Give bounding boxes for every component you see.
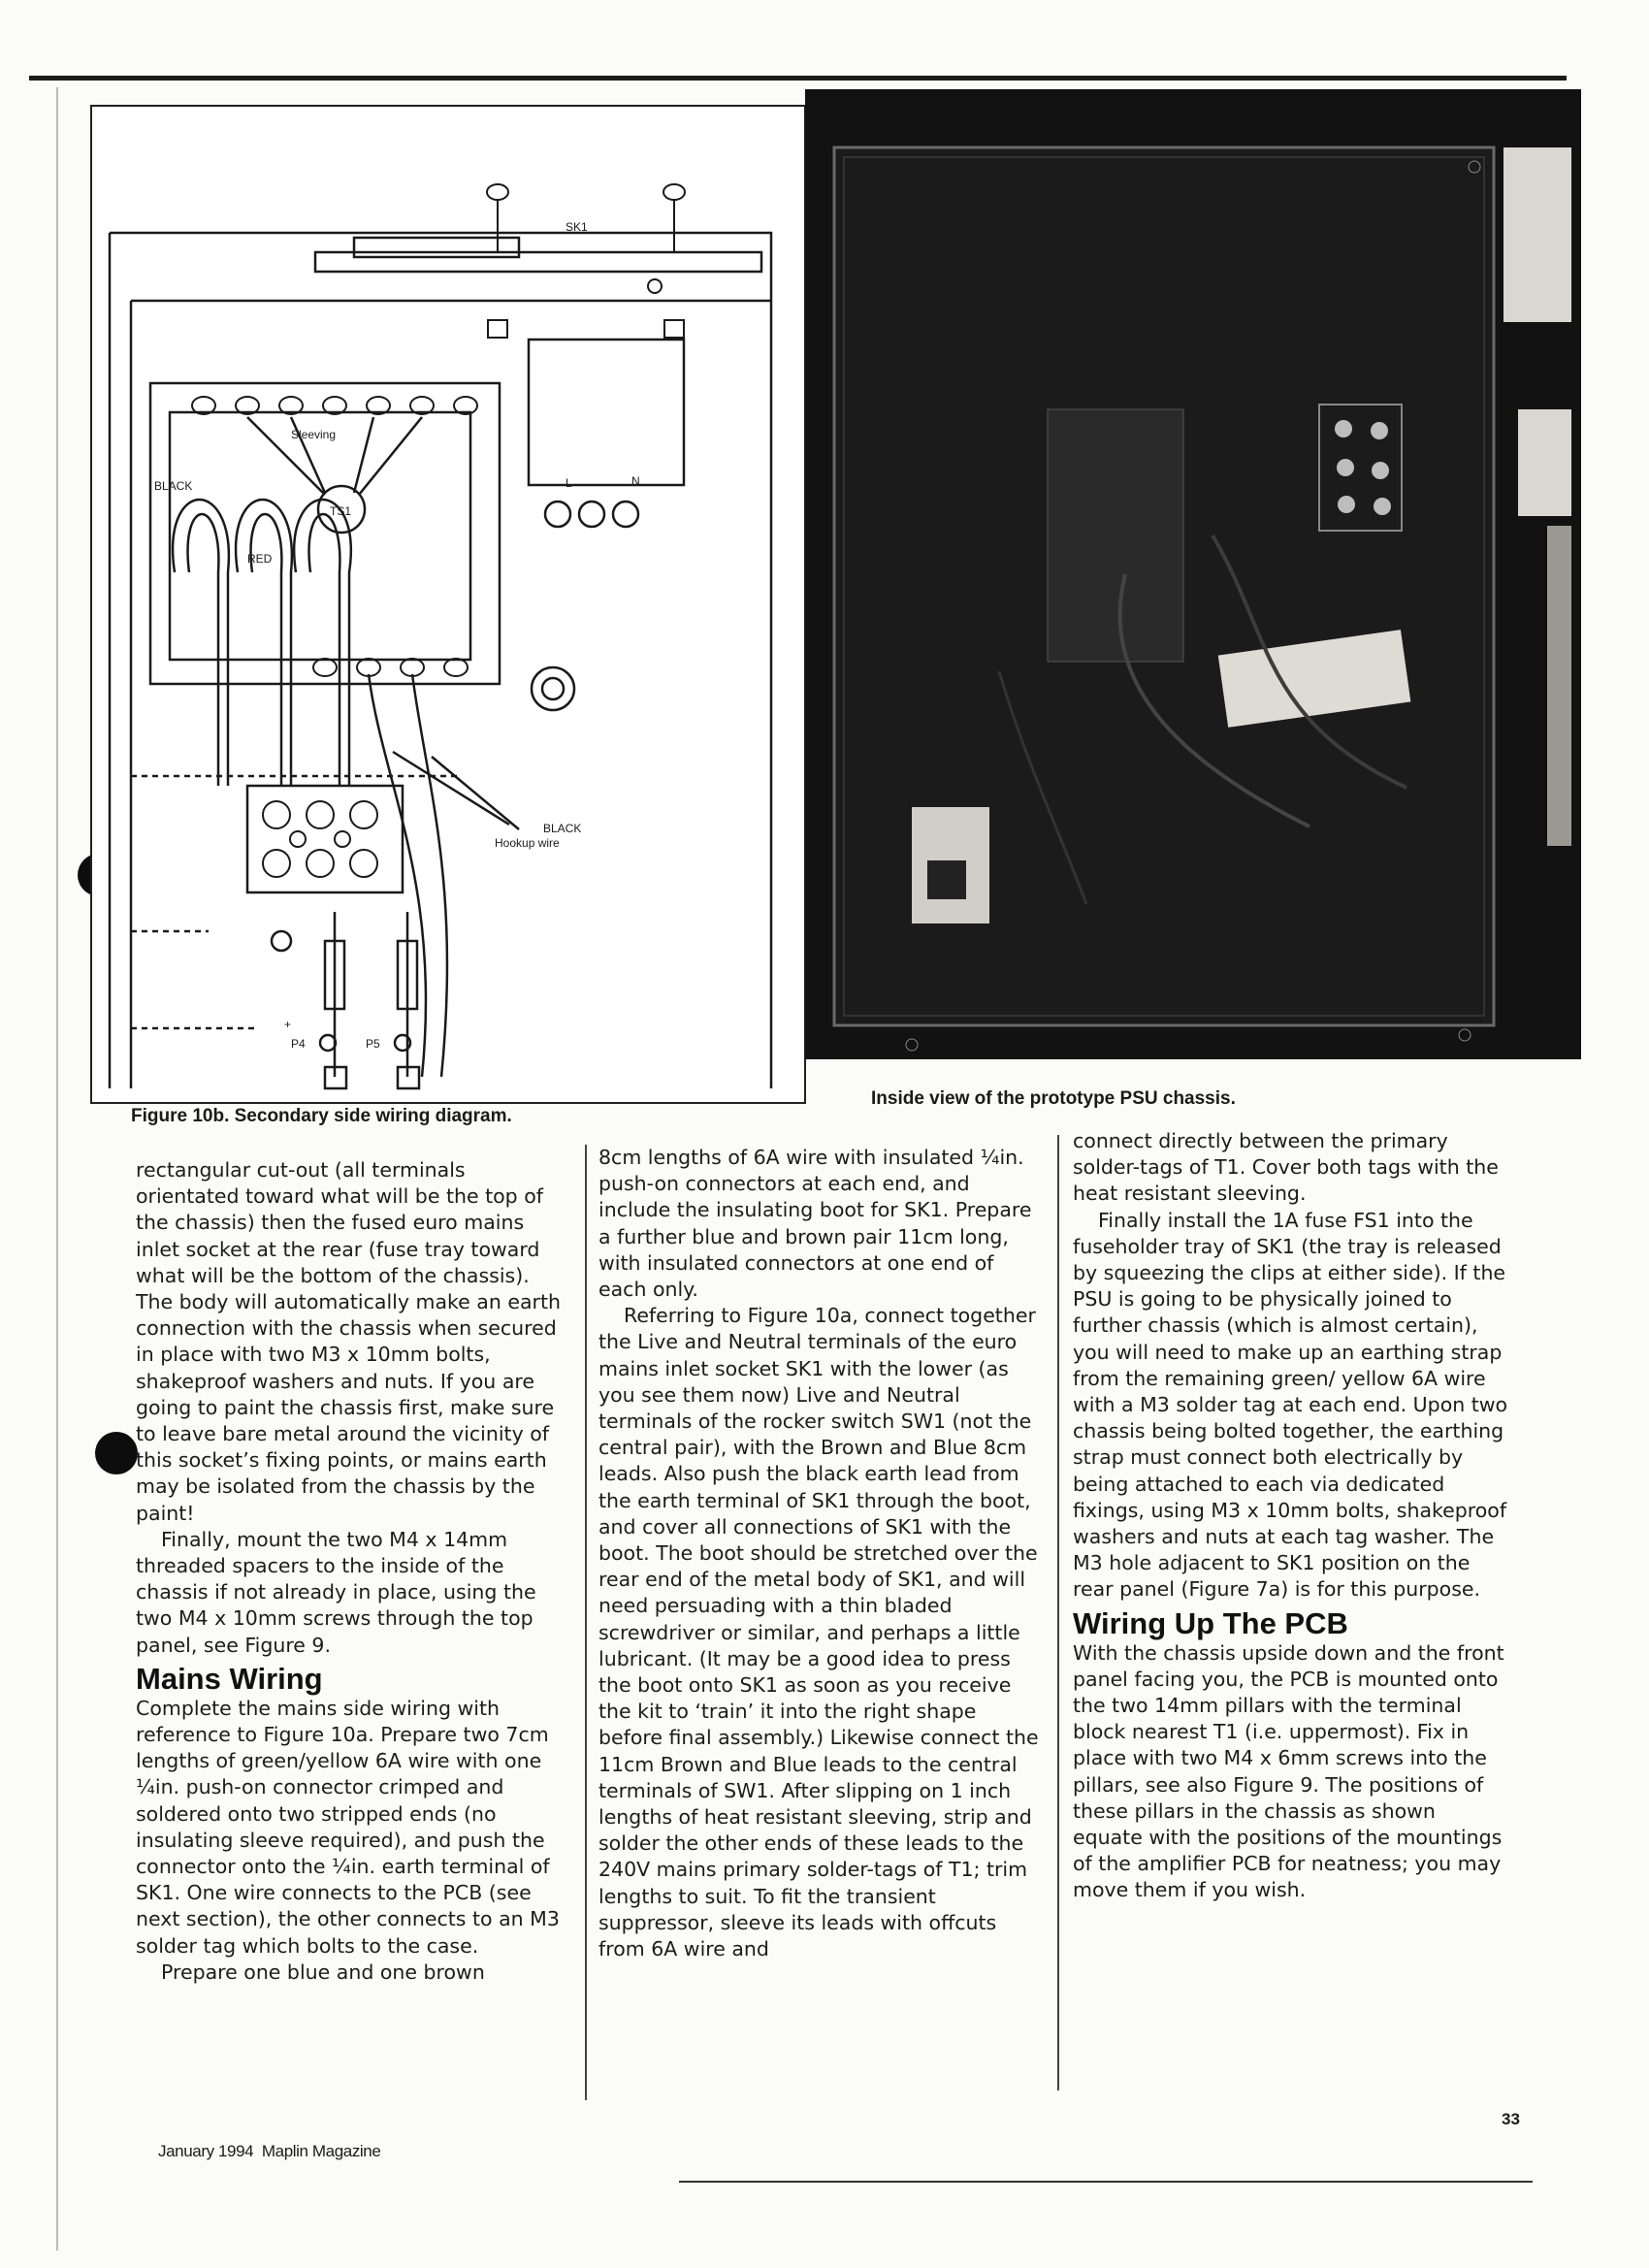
label-n: N — [631, 474, 640, 488]
psu-chassis-photo — [805, 89, 1581, 1059]
label-hookup-wire: Hookup wire — [495, 836, 560, 850]
body-paragraph: rectangular cut-out (all terminals orientated toward what will be the top of the chassis) then the fused euro mains inlet socket at the rear (fuse tray toward what will be the bottom of the chassis). The body will automatically make an earth connection with the chassis when secured in place with two M3 x 10mm bolts, shakeproof washers and nuts. If you are going to paint the chassis first, make sure to leave bare metal around the vicinity of this socket’s fixing points, or mains earth may be isolated from the chassis by the paint! — [136, 1158, 562, 1525]
label-p4: P4 — [291, 1037, 306, 1051]
footer-magazine: Maplin Magazine — [261, 2142, 381, 2160]
bottom-rule — [679, 2181, 1533, 2183]
figure-10b-caption: Figure 10b. Secondary side wiring diagram. — [131, 1106, 512, 1126]
footer-date: January 1994 — [158, 2142, 254, 2160]
text-column-2 — [598, 1145, 1043, 1962]
text-column-3 — [1073, 1128, 1509, 1904]
wiring-diagram-figure — [90, 105, 806, 1104]
page-number: 33 — [1502, 2110, 1520, 2128]
label-red: RED — [247, 552, 273, 566]
section-heading: Wiring Up The PCB — [1073, 1605, 1348, 1640]
body-paragraph: With the chassis upside down and the front panel facing you, the PCB is mounted onto the two 14mm pillars with the terminal block nearest T1 (i.e. uppermost). Fix in place with two M4 x 6mm screws into the pillars, see also Figure 9. The positions of these pillars in the chassis as shown equate with the positions of the mountings of the amplifier PCB for neatness; you may move them if you wish. — [1073, 1640, 1504, 1902]
body-paragraph: Finally, mount the two M4 x 14mm threaded spacers to the inside of the chassis if not already in place, using the two M4 x 10mm screws through the top panel, see Figure 9. — [136, 1527, 536, 1657]
punch-hole — [95, 1432, 138, 1474]
top-rule — [29, 76, 1567, 81]
label-plus: + — [284, 1018, 292, 1031]
chassis-photo-drawing — [805, 89, 1581, 1059]
body-paragraph: Referring to Figure 10a, connect together the Live and Neutral terminals of the euro mains inlet socket SK1 with the lower (as you see them now) Live and Neutral terminals of the rocker switch SW1 (not the central pair), with the Brown and Blue 8cm leads. Also push the black earth lead from the earth terminal of SK1 through the boot, and cover all connections of SK1 with the boot. The boot should be stretched over the rear end of the metal body of SK1, and will need persuading with a thin bladed screwdriver or similar, and perhaps a little lubricant. (It may be a good idea to press the boot onto SK1 as soon as you receive the kit to ‘train’ it into the right shape before final assembly.) Likewise connect the 11cm Brown and Blue leads to the central terminals of SW1. After slipping on 1 inch lengths of heat resistant sleeving, strip and solder the other ends of these leads to the 240V mains primary solder-tags of T1; trim lengths to suit. To fit the transient suppressor, sleeve its leads with offcuts from 6A wire and — [598, 1304, 1039, 1961]
section-heading: Mains Wiring — [136, 1661, 323, 1696]
label-p5: P5 — [366, 1037, 380, 1051]
photo-caption: Inside view of the prototype PSU chassis. — [871, 1088, 1236, 1109]
page-footer — [158, 2142, 380, 2161]
body-paragraph: Complete the mains side wiring with reference to Figure 10a. Prepare two 7cm lengths of green/yellow 6A wire with one ¼in. push-on connector crimped and soldered onto two stripped ends (no insulating sleeve required), and push the connector onto the ¼in. earth terminal of SK1. One wire connects to the PCB (see next section), the other connects to an M3 solder tag which bolts to the case. — [136, 1696, 560, 1958]
label-sleeving: Sleeving — [291, 428, 337, 441]
body-paragraph: Prepare one blue and one brown — [161, 1960, 485, 1984]
body-paragraph: 8cm lengths of 6A wire with insulated ¼in. push-on connectors at each end, and include the insulating boot for SK1. Prepare a further blue and brown pair 11cm long, with insulated connectors at one end of each only. — [598, 1146, 1032, 1302]
text-column-1 — [136, 1157, 572, 1986]
label-black-hookup: BLACK — [543, 822, 582, 835]
label-ts1: TS1 — [330, 504, 352, 518]
label-l: L — [566, 476, 572, 490]
body-paragraph: Finally install the 1A fuse FS1 into the fuseholder tray of SK1 (the tray is released by squeezing the clips at either side). If the PSU is going to be physically joined to further chassis (which is almost certain), you will need to make up an earthing strap from the remaining green/ yellow 6A wire with a M3 solder tag at each end. Upon two chassis being bolted together, the earthing strap must connect both electrically by being attached to each via dedicated fixings, using M3 x 10mm bolts, shakeproof washers and nuts at each tag washer. The M3 hole adjacent to SK1 position on the rear panel (Figure 7a) is for this purpose. — [1073, 1208, 1508, 1602]
column-divider — [1057, 1135, 1059, 2090]
body-paragraph: connect directly between the primary solder-tags of T1. Cover both tags with the heat resistant sleeving. — [1073, 1129, 1499, 1206]
page-edge — [56, 87, 58, 2251]
label-sk1: SK1 — [566, 220, 588, 234]
column-divider — [585, 1145, 587, 2100]
label-black: BLACK — [154, 479, 193, 493]
wiring-diagram — [92, 107, 804, 1102]
